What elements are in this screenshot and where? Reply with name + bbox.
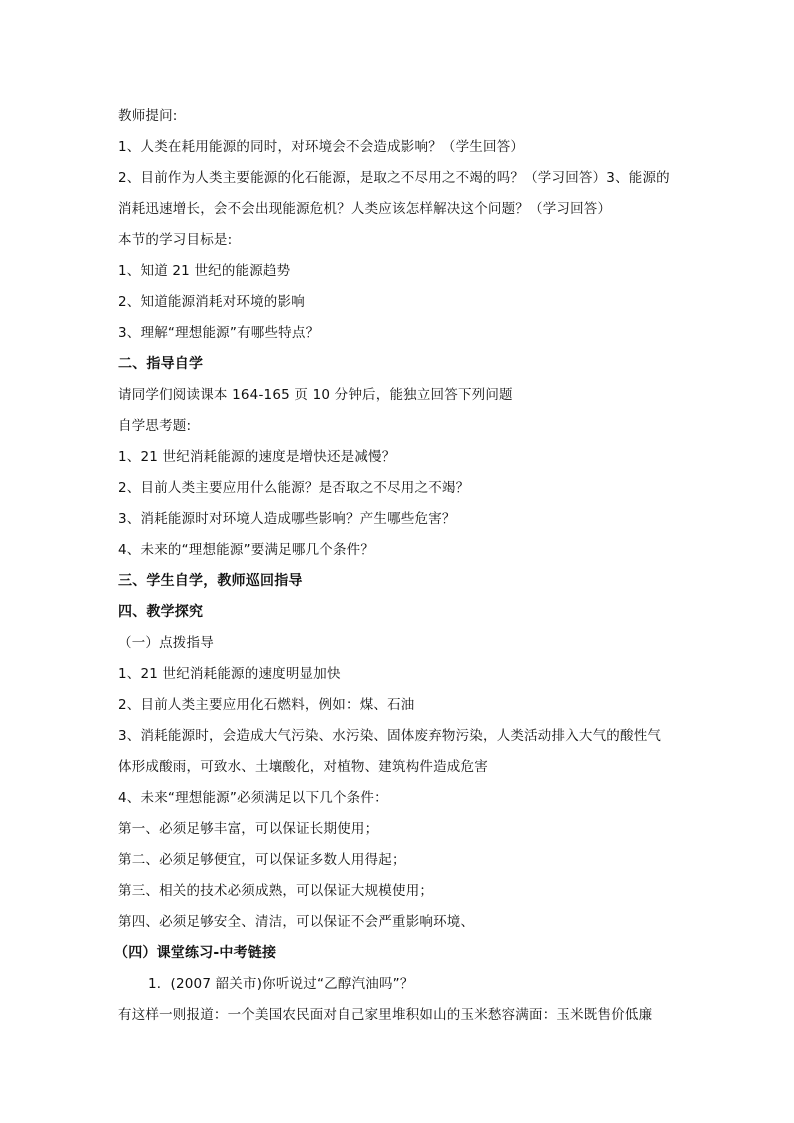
text-line: 3、消耗能源时对环境人造成哪些影响？产生哪些危害？: [118, 511, 456, 527]
section-heading: 二、指导自学: [118, 356, 204, 372]
question-line: 1．(2007 韶关市)你听说过“乙醇汽油吗”？: [148, 976, 414, 992]
text-line: 3、消耗能源时，会造成大气污染、水污染、固体废弃物污染，人类活动排入大气的酸性气: [118, 728, 662, 744]
text-line: 1、知道 21 世纪的能源趋势: [118, 263, 291, 279]
text-line: 第三、相关的技术必须成熟，可以保证大规模使用；: [118, 883, 434, 899]
text-line: 请同学们阅读课本 164-165 页 10 分钟后，能独立回答下列问题: [118, 387, 513, 403]
text-line: 第二、必须足够便宜，可以保证多数人用得起；: [118, 852, 406, 868]
section-heading: （四）课堂练习-中考链接: [114, 945, 277, 961]
text-line: （一）点拨指导: [118, 635, 214, 651]
text-line: 有这样一则报道：一个美国农民面对自己家里堆积如山的玉米愁容满面：玉米既售价低廉: [118, 1007, 653, 1023]
section-heading: 三、学生自学，教师巡回指导: [118, 573, 303, 589]
text-line: 3、理解“理想能源”有哪些特点？: [118, 325, 320, 341]
text-line: 教师提问:: [118, 108, 178, 124]
text-line: 4、未来“理想能源”必须满足以下几个条件：: [118, 790, 388, 806]
section-heading: 四、教学探究: [118, 604, 204, 620]
text-line: 1、人类在耗用能源的同时，对环境会不会造成影响？（学生回答）: [118, 139, 525, 155]
text-line: 第一、必须足够丰富，可以保证长期使用；: [118, 821, 379, 837]
text-line: 本节的学习目标是:: [118, 232, 233, 248]
text-line: 2、目前作为人类主要能源的化石能源，是取之不尽用之不竭的吗？（学习回答）3、能源的: [118, 170, 670, 186]
text-line: 消耗迅速增长，会不会出现能源危机？人类应该怎样解决这个问题？（学习回答）: [118, 201, 612, 217]
text-line: 2、知道能源消耗对环境的影响: [118, 294, 305, 310]
text-line: 自学思考题:: [118, 418, 192, 434]
text-line: 1、21 世纪消耗能源的速度是增快还是减慢？: [118, 449, 396, 465]
text-line: 2、目前人类主要应用什么能源？是否取之不尽用之不竭？: [118, 480, 470, 496]
text-line: 2、目前人类主要应用化石燃料，例如：煤、石油: [118, 697, 415, 713]
text-line: 1、21 世纪消耗能源的速度明显加快: [118, 666, 341, 682]
text-line: 第四、必须足够安全、清洁，可以保证不会严重影响环境、: [118, 914, 475, 930]
text-line: 4、未来的“理想能源”要满足哪几个条件？: [118, 542, 375, 558]
text-line: 体形成酸雨，可致水、土壤酸化，对植物、建筑构件造成危害: [118, 759, 488, 775]
